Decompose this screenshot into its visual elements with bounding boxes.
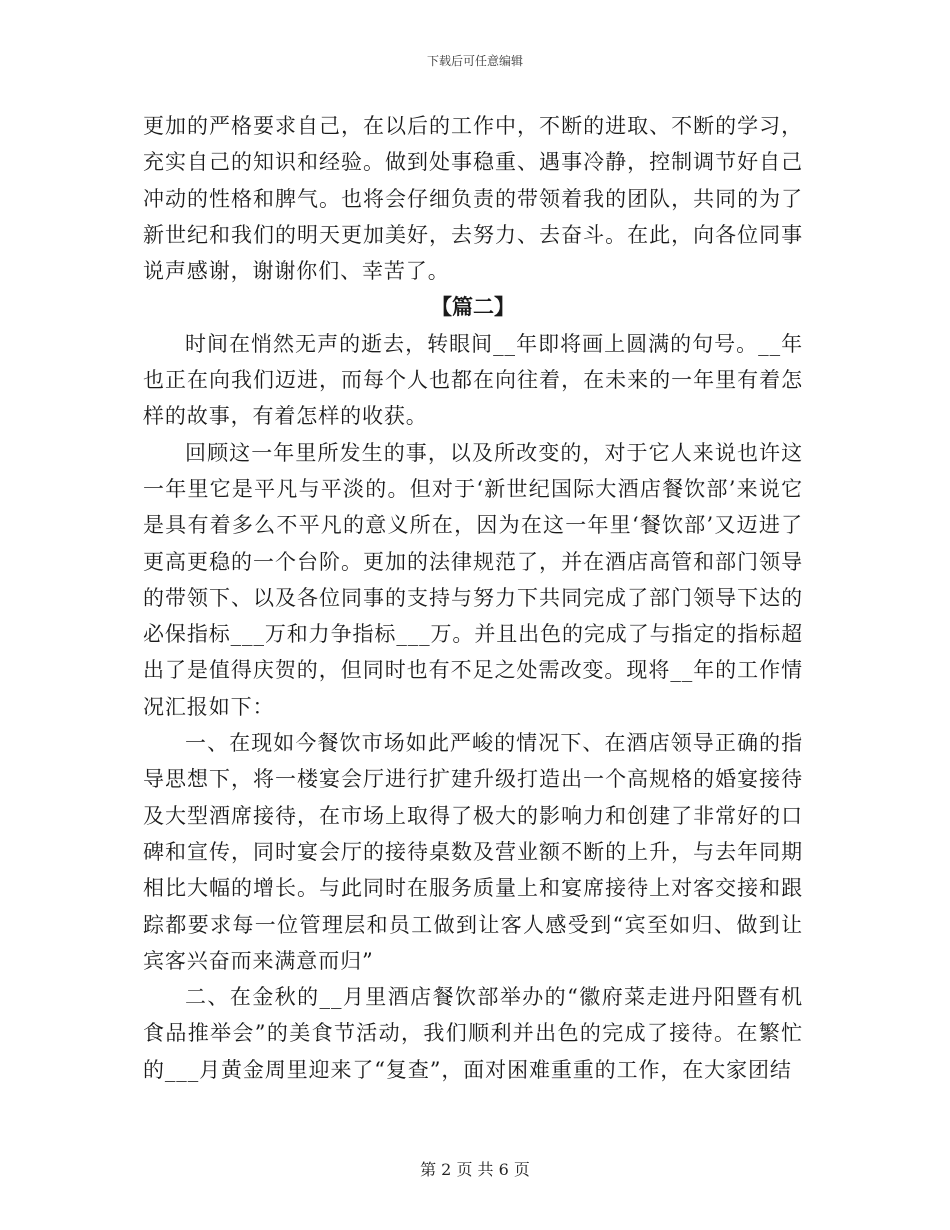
continuation-paragraph: 更加的严格要求自己，在以后的工作中，不断的进取、不断的学习，充实自己的知识和经验。做到处事稳重、遇事冷静，控制调节好自己冲动的性格和脾气。也将会仔细负责的带领着我的团队，共同的为了新世纪和我们的明天更加美好，去努力、去奋斗。在此，向各位同事说声感谢，谢谢你们、幸苦了。 bbox=[143, 114, 803, 284]
paragraph-1: 时间在悄然无声的逝去，转眼间__年即将画上圆满的句号。__年也正在向我们迈进，而每个人也都在向往着，在未来的一年里有着怎样的故事，有着怎样的收获。 bbox=[143, 331, 803, 429]
section-title: 【篇二】 bbox=[431, 294, 515, 320]
page-footer: 第 2 页 共 6 页 bbox=[420, 1160, 530, 1179]
document-body bbox=[143, 108, 803, 1088]
paragraph-4: 二、在金秋的__月里酒店餐饮部举办的“徽府菜走进丹阳暨有机食品推举会”的美食节活动，我们顺利并出色的完成了接待。在繁忙的___月黄金周里迎来了“复查”，面对困难重重的工作，在大家团结 bbox=[143, 985, 803, 1082]
paragraph-2: 回顾这一年里所发生的事，以及所改变的，对于它人来说也许这一年里它是平凡与平淡的。但对于‘新世纪国际大酒店餐饮部’来说它是具有着多么不平凡的意义所在，因为在这一年里‘餐饮部’又迈进了更高更稳的一个台阶。更加的法律规范了，并在酒店高管和部门领导的带领下、以及各位同事的支持与努力下共同完成了部门领导下达的必保指标___万和力争指标___万。并且出色的完成了与指定的指标超出了是值得庆贺的，但同时也有不足之处需改变。现将__年的工作情况汇报如下： bbox=[143, 440, 803, 719]
paragraph-3: 一、在现如今餐饮市场如此严峻的情况下、在酒店领导正确的指导思想下，将一楼宴会厅进行扩建升级打造出一个高规格的婚宴接待及大型酒席接待，在市场上取得了极大的影响力和创建了非常好的口碑和宣传，同时宴会厅的接待桌数及营业额不断的上升，与去年同期相比大幅的增长。与此同时在服务质量上和宴席接待上对客交接和跟踪都要求每一位管理层和员工做到让客人感受到“宾至如归、做到让宾客兴奋而来满意而归” bbox=[143, 731, 803, 973]
page-header: 下载后可任意编辑 bbox=[426, 54, 523, 68]
